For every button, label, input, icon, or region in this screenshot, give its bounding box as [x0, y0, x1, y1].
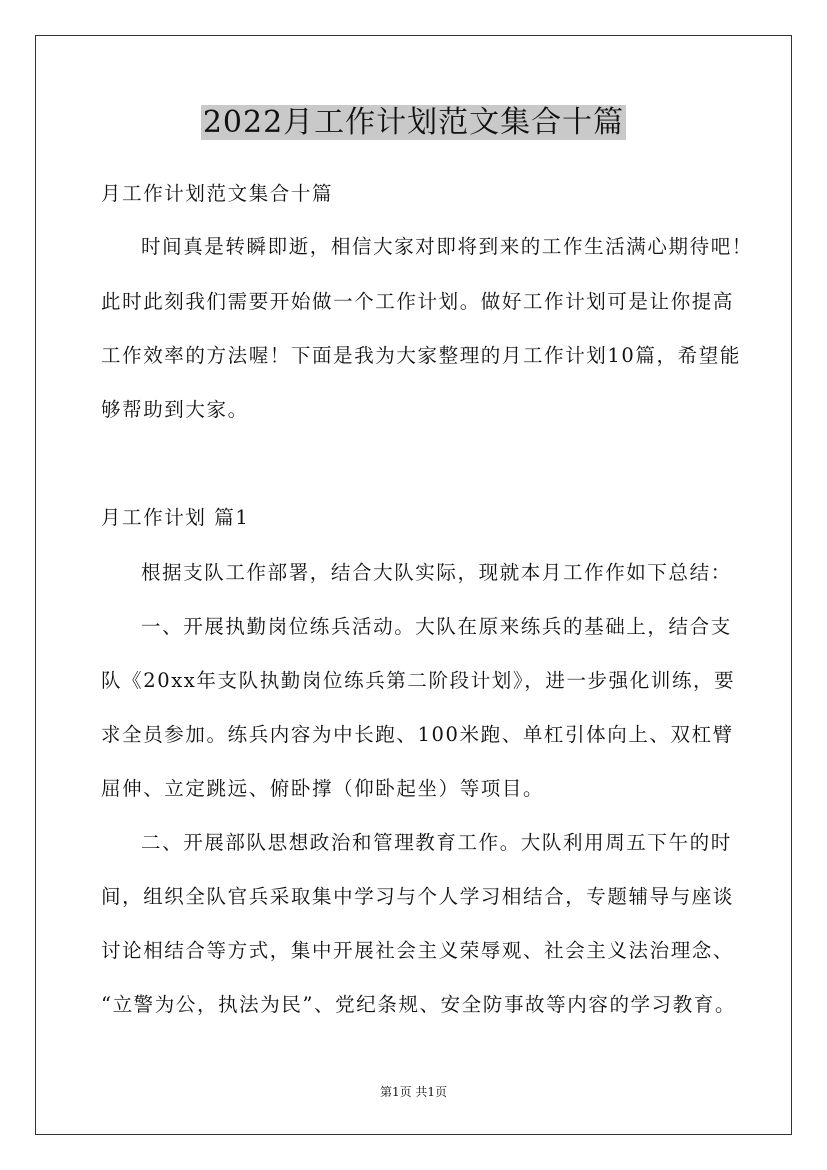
intro-line: 此时此刻我们需要开始做一个工作计划。做好工作计划可是让你提高: [101, 290, 735, 313]
section-heading: 月工作计划 篇1: [101, 506, 250, 529]
paragraph-line: 屈伸、立定跳远、俯卧撑（仰卧起坐）等项目。: [101, 777, 545, 800]
intro-line: 时间真是转瞬即逝，相信大家对即将到来的工作生活满心期待吧！: [141, 235, 753, 258]
document-title: [0, 103, 827, 143]
section-lead: 根据支队工作部署，结合大队实际，现就本月工作作如下总结：: [141, 561, 732, 584]
paragraph-line: “立警为公，执法为民”、党纪条规、安全防事故等内容的学习教育。: [101, 993, 737, 1016]
page-footer: 第1页 共1页: [379, 1085, 448, 1099]
paragraph-line: 队《20xx年支队执勤岗位练兵第二阶段计划》，进一步强化训练，要: [101, 669, 736, 692]
paragraph-line: 一、开展执勤岗位练兵活动。大队在原来练兵的基础上，结合支: [141, 615, 732, 638]
paragraph-line: 求全员参加。练兵内容为中长跑、100米跑、单杠引体向上、双杠臂: [101, 723, 734, 746]
document-subtitle: 月工作计划范文集合十篇: [101, 182, 334, 205]
paragraph-line: 讨论相结合等方式，集中开展社会主义荣辱观、社会主义法治理念、: [101, 939, 735, 962]
intro-line: 够帮助到大家。: [101, 398, 249, 421]
document-title-text: 2022月工作计划范文集合十篇: [202, 105, 625, 140]
paragraph-line: 间，组织全队官兵采取集中学习与个人学习相结合，专题辅导与座谈: [101, 885, 735, 908]
paragraph-line: 二、开展部队思想政治和管理教育工作。大队利用周五下午的时: [141, 831, 732, 854]
intro-line: 工作效率的方法喔！下面是我为大家整理的月工作计划10篇，希望能: [101, 344, 741, 367]
